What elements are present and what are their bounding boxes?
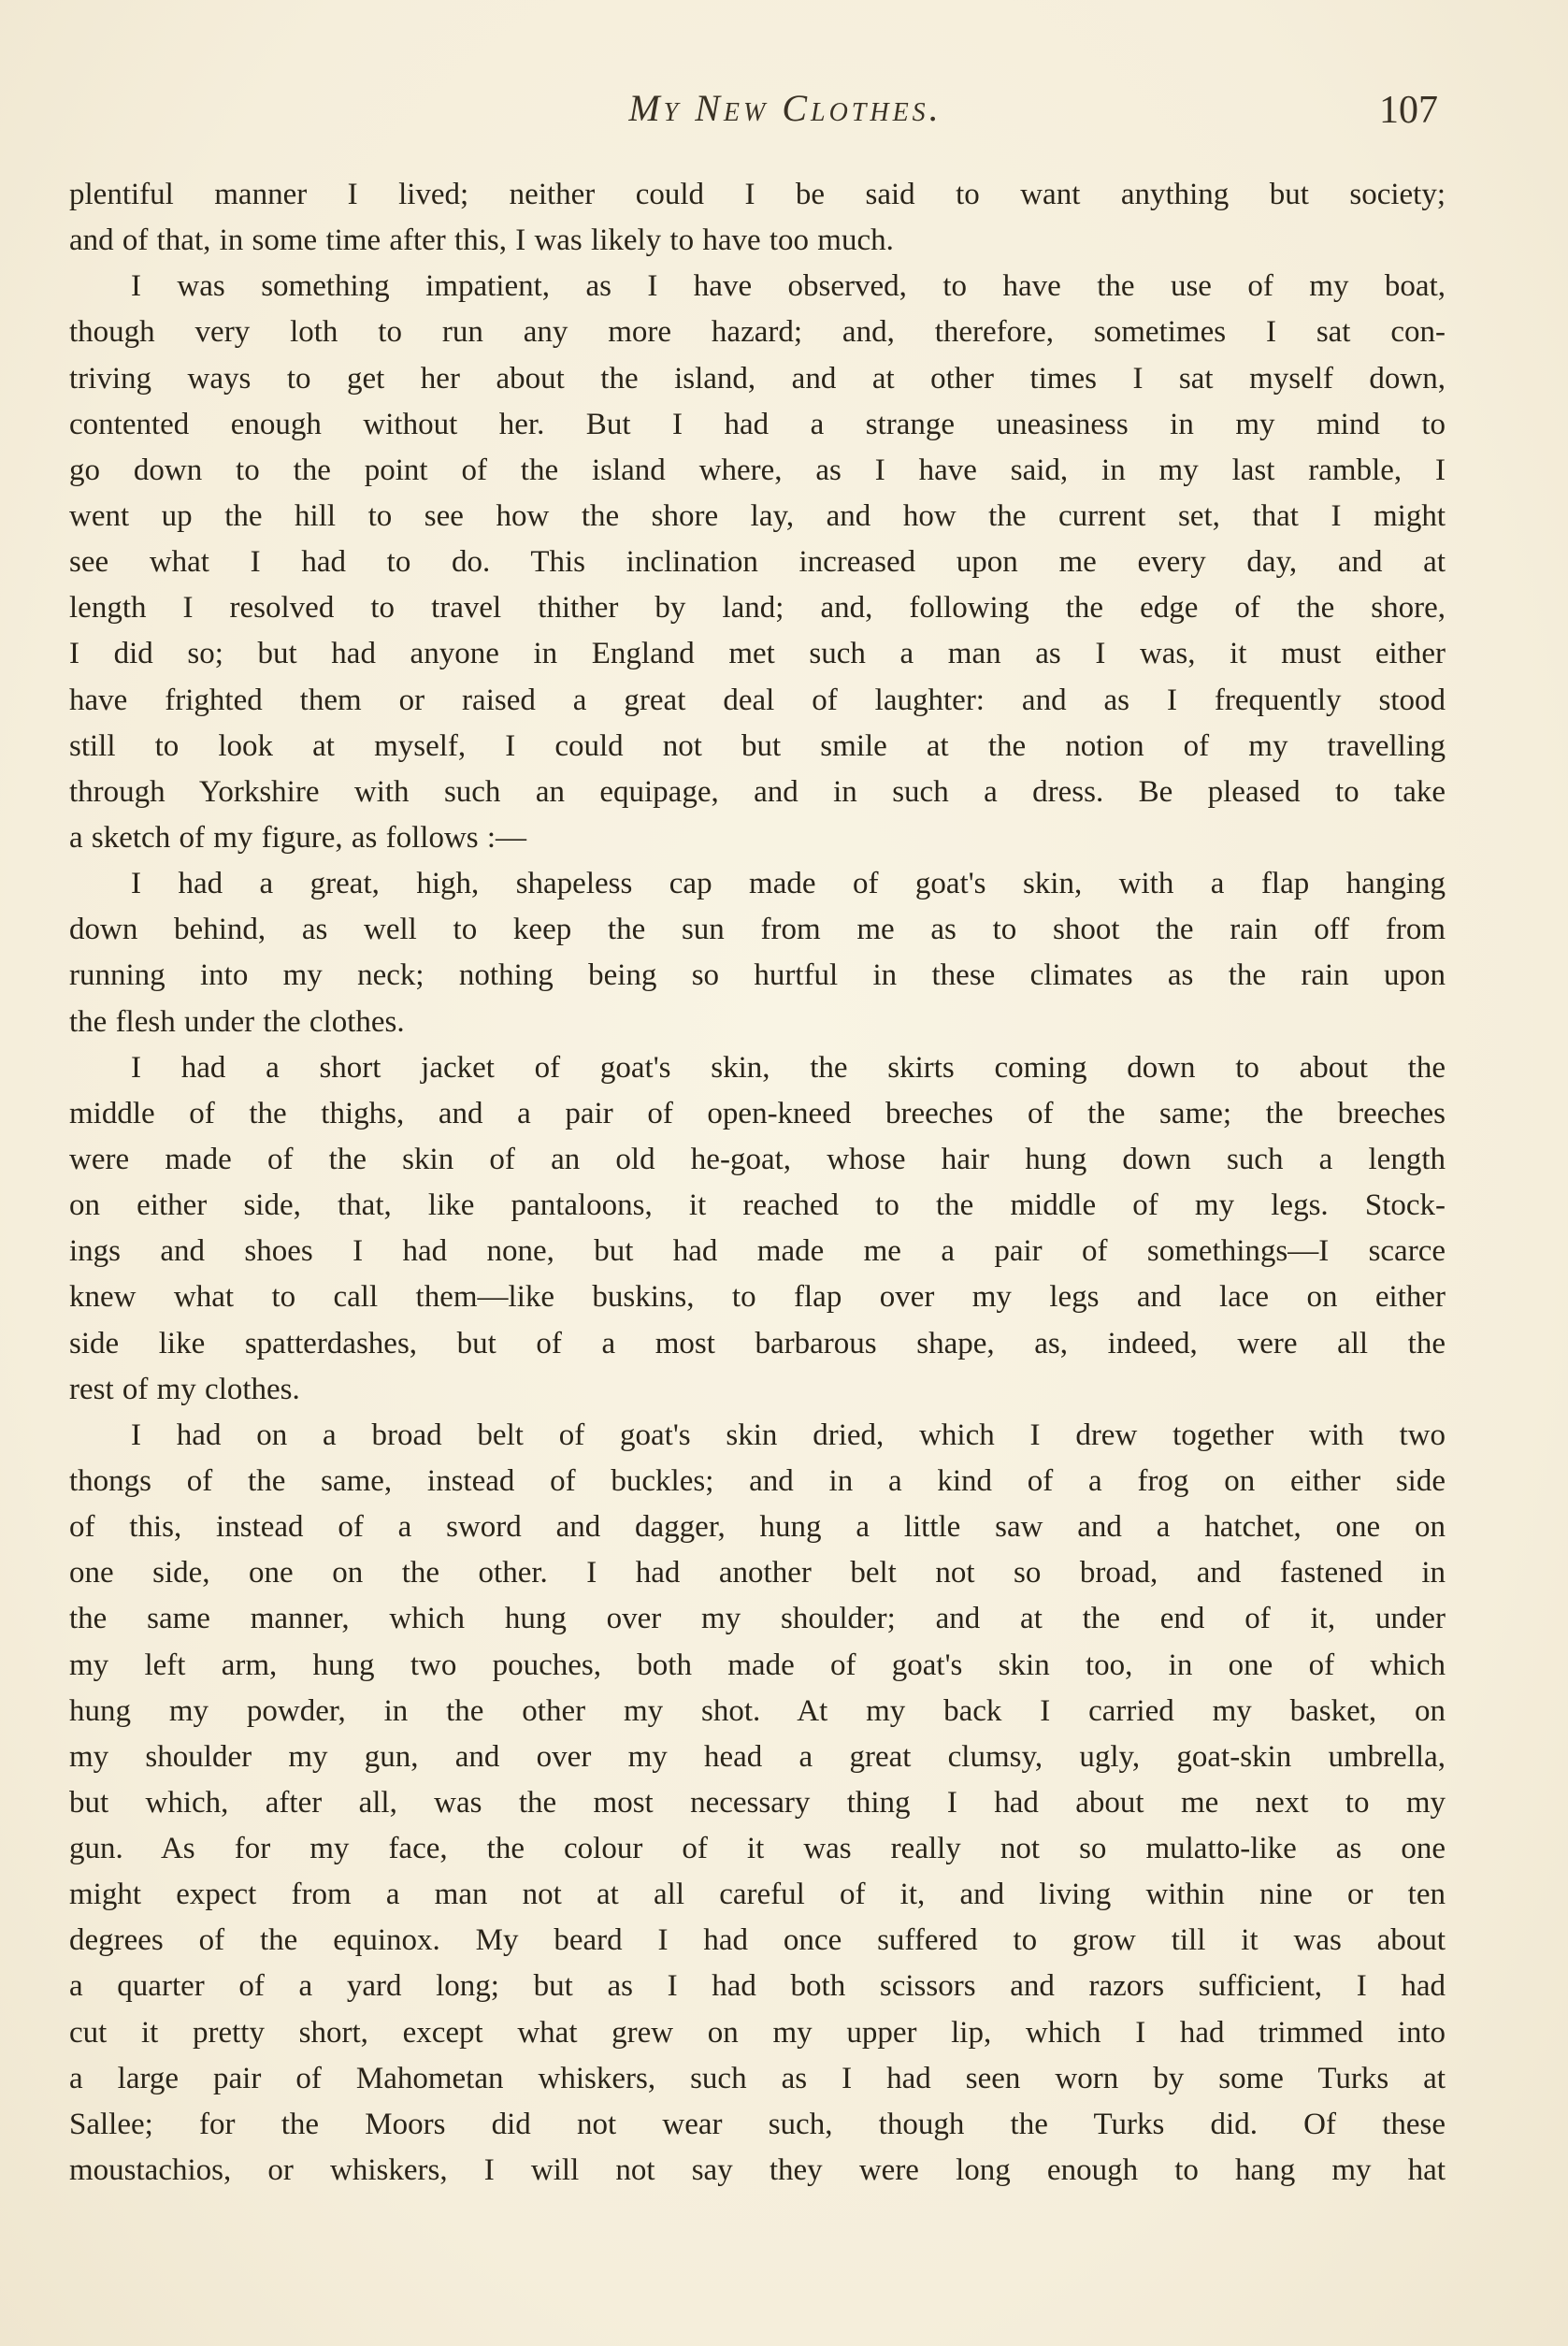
- text-line: a sketch of my figure, as follows :—: [69, 820, 527, 855]
- text-line: a quarter of a yard long; but as I had both scissors and razors sufficient, I had: [69, 1969, 1446, 2004]
- text-line: plentiful manner I lived; neither could I be said to want anything but society;: [69, 178, 1446, 211]
- text-line: went up the hill to see how the shore lay, and how the current set, that I might: [69, 498, 1446, 533]
- text-line: triving ways to get her about the island, and at other times I sat myself down,: [69, 361, 1446, 396]
- text-line: running into my neck; nothing being so hurtful in these climates as the rain upon: [69, 958, 1446, 993]
- body-text: [69, 172, 1446, 2194]
- text-line: have frighted them or raised a great deal of laughter: and as I frequently stood: [69, 683, 1446, 717]
- text-line: down behind, as well to keep the sun from me as to shoot the rain off from: [69, 913, 1446, 947]
- text-line: ings and shoes I had none, but had made me a pair of somethings—I scarce: [69, 1234, 1446, 1269]
- text-line: cut it pretty short, except what grew on my upper lip, which I had trimmed into: [69, 2015, 1446, 2050]
- text-line: side like spatterdashes, but of a most barbarous shape, as, indeed, were all the: [69, 1326, 1446, 1360]
- text-line: go down to the point of the island where, as I have said, in my last ramble, I: [69, 453, 1446, 487]
- text-line: see what I had to do. This inclination increased upon me every day, and at: [69, 545, 1446, 580]
- text-line: I did so; but had anyone in England met such a man as I was, it must either: [69, 637, 1446, 671]
- text-line: I was something impatient, as I have observed, to have the use of my boat,: [131, 269, 1446, 304]
- text-line: thongs of the same, instead of buckles; and in a kind of a frog on either side: [69, 1463, 1446, 1498]
- running-title: My New Clothes.: [628, 87, 942, 129]
- text-line: but which, after all, was the most necessary thing I had about me next to my: [69, 1785, 1446, 1820]
- text-line: and of that, in some time after this, I was likely to have too much.: [69, 223, 894, 258]
- text-line: the same manner, which hung over my shoulder; and at the end of it, under: [69, 1602, 1446, 1636]
- text-line: degrees of the equinox. My beard I had once suffered to grow till it was about: [69, 1923, 1446, 1958]
- text-line: hung my powder, in the other my shot. At my back I carried my basket, on: [69, 1693, 1446, 1728]
- text-line: my left arm, hung two pouches, both made of goat's skin too, in one of which: [69, 1648, 1446, 1682]
- text-line: knew what to call them—like buskins, to flap over my legs and lace on either: [69, 1280, 1446, 1315]
- text-line: I had on a broad belt of goat's skin dried, which I drew together with two: [131, 1418, 1446, 1452]
- text-line: length I resolved to travel thither by land; and, following the edge of the shore,: [69, 591, 1446, 626]
- text-line: Sallee; for the Moors did not wear such, though the Turks did. Of these: [69, 2107, 1446, 2141]
- text-line: gun. As for my face, the colour of it was really not so mulatto-like as one: [69, 1832, 1446, 1866]
- text-line: I had a great, high, shapeless cap made of goat's skin, with a flap hanging: [131, 867, 1446, 901]
- text-line: on either side, that, like pantaloons, it reached to the middle of my legs. Stock-: [69, 1188, 1446, 1223]
- text-line: of this, instead of a sword and dagger, hung a little saw and a hatchet, one on: [69, 1510, 1446, 1545]
- text-line: though very loth to run any more hazard; and, therefore, sometimes I sat con-: [69, 315, 1446, 350]
- text-line: might expect from a man not at all careful of it, and living within nine or ten: [69, 1878, 1446, 1912]
- text-line: still to look at myself, I could not but smile at the notion of my travelling: [69, 728, 1446, 763]
- text-line: I had a short jacket of goat's skin, the skirts coming down to about the: [131, 1050, 1446, 1085]
- page-number: 107: [1379, 89, 1438, 132]
- text-line: one side, one on the other. I had another belt not so broad, and fastened in: [69, 1556, 1446, 1590]
- text-line: rest of my clothes.: [69, 1372, 300, 1406]
- text-line: my shoulder my gun, and over my head a great clumsy, ugly, goat-skin umbrella,: [69, 1739, 1446, 1774]
- text-line: contented enough without her. But I had a strange uneasiness in my mind to: [69, 407, 1446, 441]
- text-line: were made of the skin of an old he-goat, whose hair hung down such a length: [69, 1142, 1446, 1176]
- text-line: middle of the thighs, and a pair of open-kneed breeches of the same; the breeches: [69, 1096, 1446, 1130]
- text-line: a large pair of Mahometan whiskers, such as I had seen worn by some Turks at: [69, 2061, 1446, 2095]
- text-line: through Yorkshire with such an equipage, and in such a dress. Be pleased to take: [69, 774, 1446, 809]
- text-line: the flesh under the clothes.: [69, 1004, 405, 1039]
- text-line: moustachios, or whiskers, I will not say they were long enough to hang my hat: [69, 2153, 1446, 2188]
